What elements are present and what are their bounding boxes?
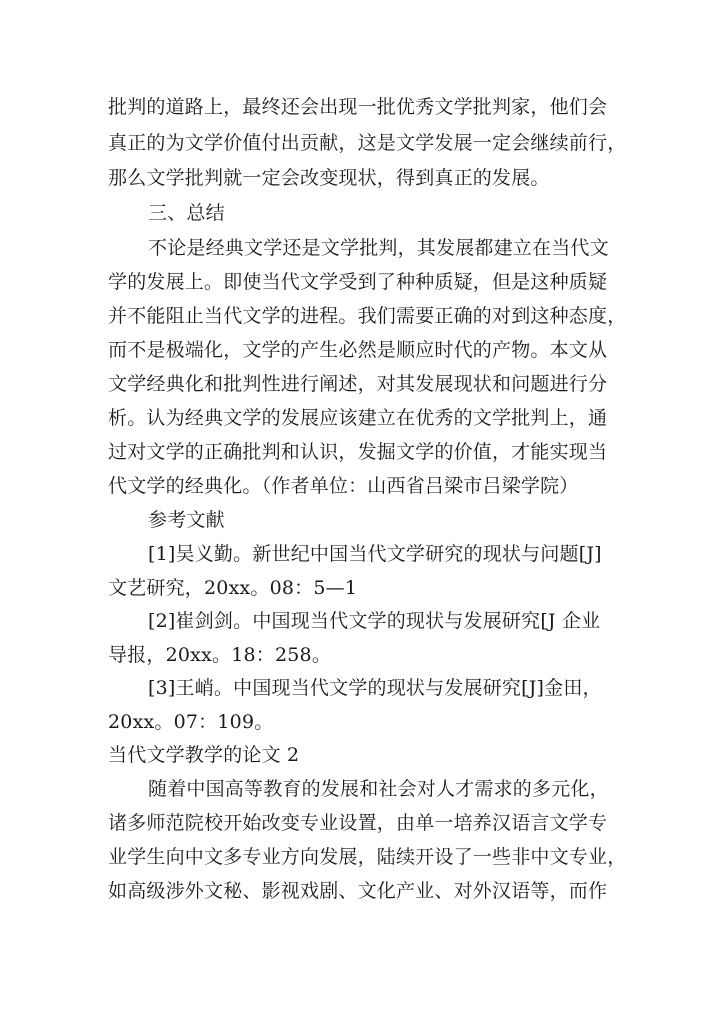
paragraph-line: 代文学的经典化。（作者单位：山西省吕梁市吕梁学院）: [108, 475, 579, 497]
paragraph-line: 随着中国高等教育的发展和社会对人才需求的多元化，: [148, 778, 609, 800]
paragraph-line: 批判的道路上，最终还会出现一批优秀文学批判家，他们会: [108, 96, 608, 118]
paragraph-line: 过对文学的正确批判和认识，发掘文学的价值，才能实现当: [108, 441, 608, 463]
paragraph-line: 业学生向中文多专业方向发展，陆续开设了一些非中文专业，: [108, 846, 627, 868]
paragraph-line: 真正的为文学价值付出贡献，这是文学发展一定会继续前行，: [108, 132, 627, 154]
paragraph-line: 文学经典化和批判性进行阐述，对其发展现状和问题进行分: [108, 373, 608, 395]
paragraph-line: 那么文学批判就一定会改变现状，得到真正的发展。: [108, 167, 550, 189]
reference-item: [2]崔剑剑。中国现当代文学的现状与发展研究[J 企业: [148, 610, 601, 632]
paragraph-line: 如高级涉外文秘、影视戏剧、文化产业、对外汉语等，而作: [108, 880, 608, 902]
reference-item-continued: 20xx。07：109。: [108, 711, 274, 733]
section-heading: 三、总结: [148, 202, 225, 224]
article-title: 当代文学教学的论文 2: [108, 744, 300, 766]
paragraph-line: 并不能阻止当代文学的进程。我们需要正确的对到这种态度，: [108, 305, 627, 327]
paragraph-line: 诸多师范院校开始改变专业设置，由单一培养汉语言文学专: [108, 812, 608, 834]
reference-item-continued: 导报，20xx。18：258。: [108, 644, 332, 666]
reference-item: [1]吴义勤。新世纪中国当代文学研究的现状与问题[J]: [148, 543, 602, 565]
paragraph-line: 不论是经典文学还是文学批判，其发展都建立在当代文: [148, 237, 609, 259]
paragraph-line: 学的发展上。即使当代文学受到了种种质疑，但是这种质疑: [108, 271, 608, 293]
paragraph-line: 而不是极端化，文学的产生必然是顺应时代的产物。本文从: [108, 339, 608, 361]
reference-item: [3]王峭。中国现当代文学的现状与发展研究[J]金田，: [148, 677, 602, 699]
reference-item-continued: 文艺研究，20xx。08：5—1: [108, 577, 358, 599]
references-heading: 参考文献: [148, 509, 225, 531]
paragraph-line: 析。认为经典文学的发展应该建立在优秀的文学批判上，通: [108, 407, 608, 429]
